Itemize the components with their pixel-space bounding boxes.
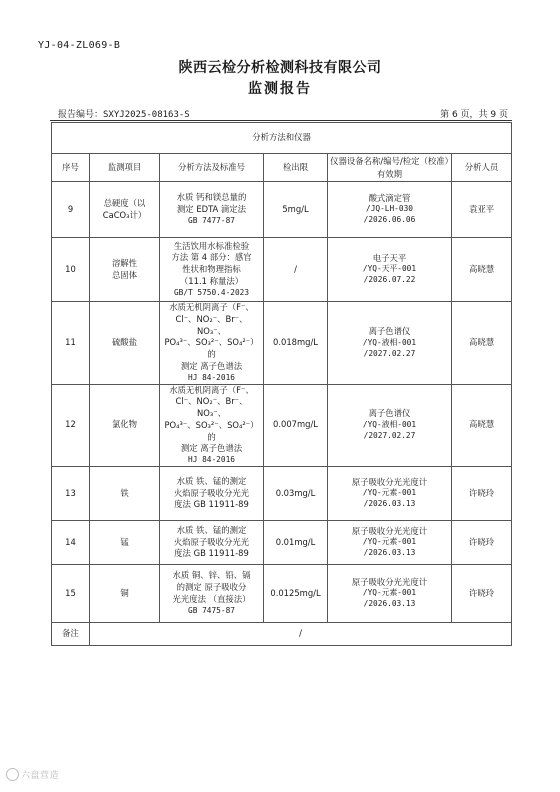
remarks-value: / (90, 623, 512, 646)
equipment-info-line: /2026.03.13 (363, 548, 416, 558)
equipment-info-line: /YQ-元素-001 (362, 588, 417, 598)
table-row (52, 182, 512, 238)
row-number: 9 (52, 182, 90, 238)
monitoring-item (90, 182, 160, 238)
equipment-info-line: 原子吸收分光光度计 (351, 476, 428, 487)
monitoring-item (90, 238, 160, 302)
equipment-info (328, 238, 452, 302)
equipment-info-line: /2027.02.27 (363, 348, 416, 358)
page-info: 第 6 页，共 9 页 (440, 110, 508, 120)
col-header-limit: 检出限 (264, 154, 328, 182)
analysis-method (160, 521, 264, 565)
detection-limit: / (264, 238, 328, 302)
monitoring-item-line: 氯化物 (111, 419, 138, 430)
table-row (52, 467, 512, 521)
table-row (52, 384, 512, 467)
detection-limit: 5mg/L (264, 182, 328, 238)
monitoring-item-line: 锰 (120, 536, 129, 547)
row-number: 13 (52, 467, 90, 521)
analysis-method-line: Cl⁻、NO₂⁻、Br⁻、NO₃⁻、 (175, 396, 248, 419)
col-header-no: 序号 (52, 154, 90, 182)
table-row (52, 521, 512, 565)
equipment-info (328, 302, 452, 385)
analyst-name: 袁亚平 (452, 182, 512, 238)
analysis-method-line: 水质无机阴离子（F⁻、 (169, 302, 254, 312)
row-number: 11 (52, 302, 90, 385)
monitoring-item-line: 溶解性 (111, 257, 138, 268)
analysis-method-line: GB 7477-87 (188, 215, 235, 225)
detection-limit: 0.0125mg/L (264, 565, 328, 623)
analysis-method-line: 方法 第 4 部分：感官 (171, 252, 252, 263)
analysis-method-line: PO₄³⁻、SO₃²⁻、SO₄²⁻）的 (164, 337, 259, 360)
analysis-method-line: HJ 84-2016 (188, 455, 235, 465)
header-rule (50, 120, 512, 121)
row-number: 10 (52, 238, 90, 302)
analysis-method-line: 水质无机阴离子（F⁻、 (169, 384, 254, 395)
col-header-item: 监测项目 (90, 154, 160, 182)
watermark (6, 768, 59, 781)
equipment-info-line: /2026.03.13 (363, 599, 416, 609)
analysis-method-line: 的测定 原子吸收分 (176, 582, 247, 593)
equipment-info (328, 521, 452, 565)
equipment-info-line: /YQ-天平-001 (362, 264, 417, 274)
detection-limit: 0.007mg/L (264, 384, 328, 467)
detection-limit: 0.01mg/L (264, 521, 328, 565)
remarks-label: 备注 (52, 623, 90, 646)
monitoring-item-line: 总固体 (111, 269, 138, 280)
report-number (58, 107, 190, 120)
column-header-row (52, 154, 512, 182)
analysis-method-line: 火焰原子吸收分光光 (173, 487, 250, 498)
col-header-equipment-text: 仪器设备名称/编号/检定（校准）有效期 (330, 156, 449, 179)
equipment-info-line: /YQ-液相-001 (362, 420, 417, 430)
remarks-row (52, 623, 512, 646)
monitoring-item (90, 384, 160, 467)
analyst-name: 高晓慧 (452, 238, 512, 302)
col-header-analyst: 分析人员 (452, 154, 512, 182)
analysis-method-line: Cl⁻、NO₂⁻、Br⁻、NO₃⁻、 (175, 313, 248, 336)
analysis-method-line: 水质 铁、锰的测定 (176, 524, 247, 535)
methods-table (51, 122, 512, 646)
equipment-info-line: /YQ-液相-001 (362, 337, 417, 347)
analysis-method-line: 光光度法 （直接法） (172, 593, 251, 604)
equipment-info-line: /2027.02.27 (363, 431, 416, 441)
analysis-method-line: GB/T 5750.4-2023 (173, 287, 250, 297)
monitoring-item (90, 565, 160, 623)
analysis-method-line: 度法 GB 11911-89 (174, 548, 249, 559)
equipment-info-line: 离子色谱仪 (368, 325, 411, 336)
analysis-method-line: （11.1 称量法） (179, 275, 244, 286)
monitoring-item-line: 总硬度（以 (103, 197, 146, 208)
analysis-method-line: PO₄³⁻、SO₃²⁻、SO₄²⁻）的 (164, 419, 259, 442)
analyst-name: 高晓慧 (452, 384, 512, 467)
row-number: 14 (52, 521, 90, 565)
equipment-info-line: 电子天平 (372, 252, 407, 263)
analysis-method-line: 测定 EDTA 滴定法 (176, 204, 247, 215)
equipment-info-line: 酸式滴定管 (368, 192, 411, 203)
row-number: 12 (52, 384, 90, 467)
analysis-method-line: 度法 GB 11911-89 (174, 499, 249, 510)
table-row (52, 302, 512, 385)
equipment-info-line: /2026.06.06 (363, 215, 416, 225)
monitoring-item (90, 302, 160, 385)
analysis-method-line: 水质 铁、锰的测定 (176, 475, 247, 486)
monitoring-item (90, 467, 160, 521)
analyst-name: 高晓慧 (452, 302, 512, 385)
analysis-method-line: 水质 铜、锌、铅、镉 (172, 570, 251, 581)
equipment-info-line: /YQ-元素-001 (362, 488, 417, 498)
table-row (52, 238, 512, 302)
watermark-text: 六盘营造 (21, 771, 60, 781)
analysis-method-line: 生活饮用水标准检验 (173, 240, 250, 251)
table-row (52, 565, 512, 623)
col-header-method: 分析方法及标准号 (160, 154, 264, 182)
analyst-name: 许晓玲 (452, 565, 512, 623)
equipment-info-line: /JQ-LH-030 (366, 204, 413, 214)
section-title-row (52, 123, 512, 154)
analysis-method (160, 467, 264, 521)
equipment-info (328, 565, 452, 623)
detection-limit: 0.03mg/L (264, 467, 328, 521)
analysis-method-line: GB 7475-87 (188, 605, 235, 615)
analyst-name: 许晓玲 (452, 521, 512, 565)
analysis-method (160, 238, 264, 302)
analysis-method (160, 302, 264, 385)
equipment-info-line: 原子吸收分光光度计 (351, 576, 428, 587)
document-code: YJ-04-ZL069-B (38, 40, 121, 51)
equipment-info (328, 182, 452, 238)
equipment-info-line: 原子吸收分光光度计 (351, 525, 428, 536)
analysis-method (160, 182, 264, 238)
monitoring-item-line: CaCO₃计） (102, 209, 147, 220)
report-number-value: SXYJ2025-08163-S (103, 110, 190, 120)
company-name: 陕西云检分析检测科技有限公司 (178, 60, 382, 76)
col-header-equipment (328, 154, 452, 182)
analysis-method-line: 测定 离子色谱法 (180, 360, 243, 371)
analysis-method-line: 水质 钙和镁总量的 (176, 192, 247, 203)
analysis-method (160, 384, 264, 467)
monitoring-item-line: 铜 (120, 587, 129, 598)
section-title: 分析方法和仪器 (52, 123, 512, 154)
equipment-info (328, 384, 452, 467)
detection-limit: 0.018mg/L (264, 302, 328, 385)
analysis-method (160, 565, 264, 623)
analyst-name: 许晓玲 (452, 467, 512, 521)
monitoring-item-line: 硫酸盐 (111, 336, 138, 347)
report-number-label: 报告编号： (58, 110, 104, 120)
equipment-info-line: /YQ-元素-001 (362, 537, 417, 547)
analysis-method-line: HJ 84-2016 (188, 372, 235, 382)
monitoring-item (90, 521, 160, 565)
equipment-info (328, 467, 452, 521)
row-number: 15 (52, 565, 90, 623)
equipment-info-line: 离子色谱仪 (368, 408, 411, 419)
analysis-method-line: 性状和物理指标 (182, 264, 241, 275)
watermark-logo-icon (6, 768, 19, 781)
equipment-info-line: /2026.07.22 (363, 275, 416, 285)
monitoring-item-line: 铁 (120, 487, 129, 498)
equipment-info-line: /2026.03.13 (363, 499, 416, 509)
report-title: 监测报告 (248, 81, 312, 97)
analysis-method-line: 火焰原子吸收分光光 (173, 536, 250, 547)
analysis-method-line: 测定 离子色谱法 (180, 443, 243, 454)
